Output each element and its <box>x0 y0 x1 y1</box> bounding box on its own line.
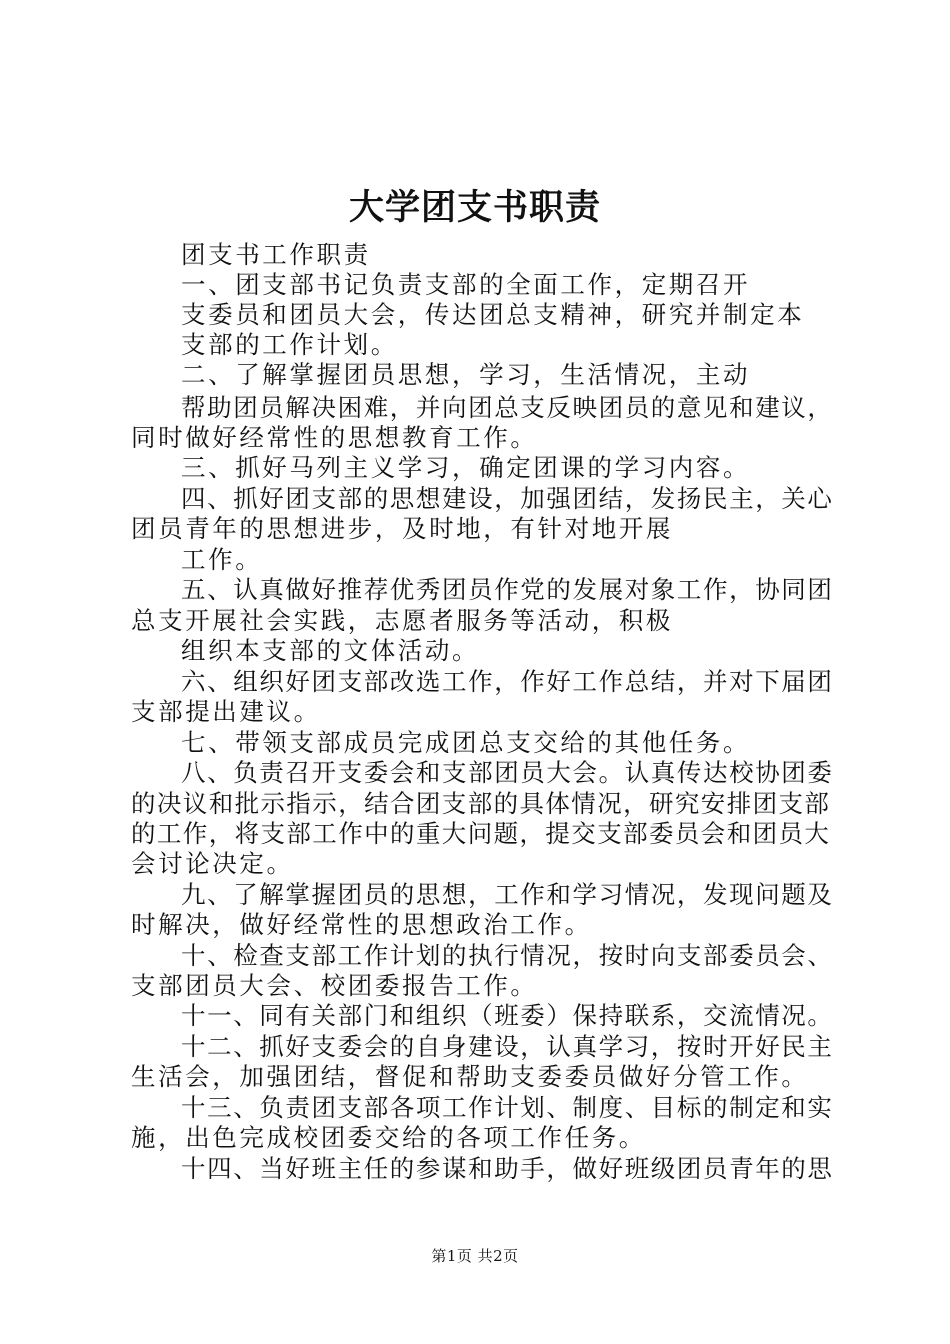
text-line: 十二、抓好支委会的自身建设，认真学习，按时开好民主 <box>181 1032 834 1061</box>
page-number-footer: 第1页 共2页 <box>431 1247 519 1265</box>
text-line: 六、组织好团支部改选工作，作好工作总结，并对下届团 <box>181 667 834 696</box>
text-line: 三、抓好马列主义学习，确定团课的学习内容。 <box>181 453 751 482</box>
text-line: 十三、负责团支部各项工作计划、制度、目标的制定和实 <box>181 1093 834 1122</box>
text-line: 五、认真做好推荐优秀团员作党的发展对象工作，协同团 <box>181 575 834 604</box>
text-line: 同时做好经常性的思想教育工作。 <box>131 423 538 452</box>
text-line: 团员青年的思想进步，及时地，有针对地开展 <box>131 514 673 543</box>
text-line: 一、团支部书记负责支部的全面工作，定期召开 <box>181 270 751 299</box>
text-line: 八、负责召开支委会和支部团员大会。认真传达校协团委 <box>181 758 834 787</box>
text-line: 的决议和批示指示，结合团支部的具体情况，研究安排团支部 <box>131 789 831 818</box>
text-line: 会讨论决定。 <box>131 849 294 878</box>
text-line: 施，出色完成校团委交给的各项工作任务。 <box>131 1123 646 1152</box>
text-line: 二、了解掌握团员思想，学习，生活情况，主动 <box>181 360 751 389</box>
text-line: 支委员和团员大会，传达团总支精神，研究并制定本 <box>181 300 805 329</box>
page-title: 大学团支书职责 <box>348 187 601 228</box>
text-line: 七、带领支部成员完成团总支交给的其他任务。 <box>181 728 751 757</box>
text-line: 帮助团员解决困难，并向团总支反映团员的意见和建议， <box>181 393 834 422</box>
text-line: 支部提出建议。 <box>131 697 321 726</box>
text-line: 十、检查支部工作计划的执行情况，按时向支部委员会、 <box>181 941 834 970</box>
text-line: 支部的工作计划。 <box>181 330 398 359</box>
text-line: 支部团员大会、校团委报告工作。 <box>131 971 538 1000</box>
text-line: 组织本支部的文体活动。 <box>181 636 480 665</box>
text-line: 团支书工作职责 <box>181 240 371 269</box>
text-line: 生活会，加强团结，督促和帮助支委委员做好分管工作。 <box>131 1062 809 1091</box>
text-line: 九、了解掌握团员的思想，工作和学习情况，发现问题及 <box>181 880 834 909</box>
text-line: 的工作，将支部工作中的重大问题，提交支部委员会和团员大 <box>131 819 831 848</box>
text-line: 时解决，做好经常性的思想政治工作。 <box>131 910 592 939</box>
text-line: 工作。 <box>181 545 263 574</box>
text-line: 十一、同有关部门和组织（班委）保持联系，交流情况。 <box>181 1001 834 1030</box>
text-line: 十四、当好班主任的参谋和助手，做好班级团员青年的思 <box>181 1154 834 1183</box>
text-line: 四、抓好团支部的思想建设，加强团结，发扬民主，关心 <box>181 484 834 513</box>
text-line: 总支开展社会实践，志愿者服务等活动，积极 <box>131 606 673 635</box>
